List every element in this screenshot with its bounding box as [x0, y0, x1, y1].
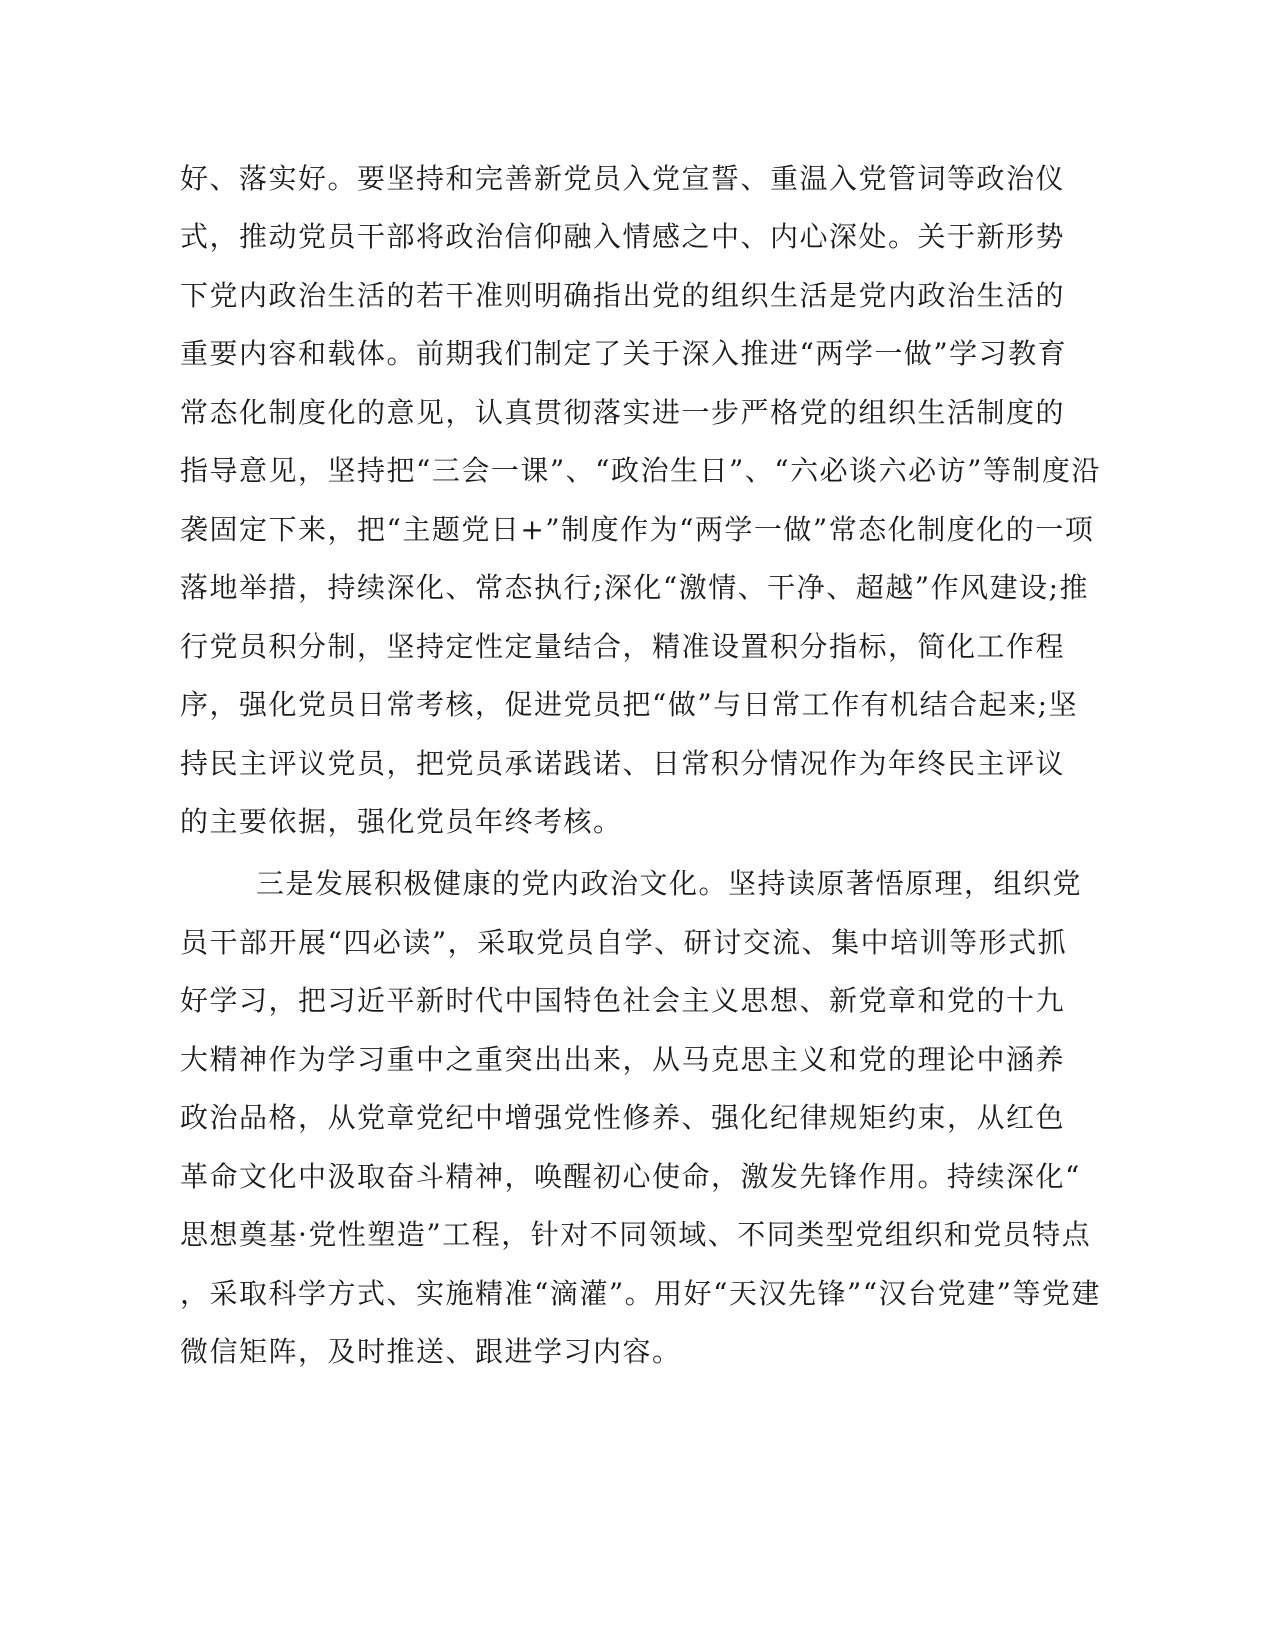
paragraph-2-line: ，采取科学方式、实施精准“滴灌”。用好“天汉先锋”“汉台党建”等党建 [180, 1277, 1101, 1310]
paragraph-2-line: 政治品格，从党章党纪中增强党性修养、强化纪律规矩约束，从红色 [180, 1101, 1066, 1134]
paragraph-2-line: 好学习，把习近平新时代中国特色社会主义思想、新党章和党的十九 [180, 984, 1066, 1017]
paragraph-1-line: 落地举措，持续深化、常态执行;深化“激情、干净、超越”作风建设;推 [180, 571, 1089, 604]
paragraph-2-line: 思想奠基·党性塑造”工程，针对不同领域、不同类型党组织和党员特点 [180, 1218, 1092, 1251]
paragraph-2-line: 员干部开展“四必读”，采取党员自学、研讨交流、集中培训等形式抓 [180, 926, 1068, 959]
paragraph-2-line: 革命文化中汲取奋斗精神，唤醒初心使命，激发先锋作用。持续深化“ [180, 1160, 1081, 1193]
paragraph-2-line: 微信矩阵，及时推送、跟进学习内容。 [180, 1335, 682, 1368]
paragraph-1-line: 的主要依据，强化党员年终考核。 [180, 805, 623, 838]
paragraph-1-line: 下党内政治生活的若干准则明确指出党的组织生活是党内政治生活的 [180, 279, 1066, 312]
paragraph-1-line: 序，强化党员日常考核，促进党员把“做”与日常工作有机结合起来;坚 [180, 688, 1079, 721]
paragraph-1-line: 常态化制度化的意见，认真贯彻落实进一步严格党的组织生活制度的 [180, 396, 1066, 429]
paragraph-1-line: 行党员积分制，坚持定性定量结合，精准设置积分指标，简化工作程 [180, 630, 1066, 663]
paragraph-1-line: 好、落实好。要坚持和完善新党员入党宣誓、重温入党管词等政治仪 [180, 162, 1066, 195]
paragraph-1-line: 持民主评议党员，把党员承诺践诺、日常积分情况作为年终民主评议 [180, 747, 1066, 780]
paragraph-1-line: 指导意见，坚持把“三会一课”、“政治生日”、“六必谈六必访”等制度沿 [180, 454, 1101, 487]
paragraph-2-line: 三是发展积极健康的党内政治文化。坚持读原著悟原理，组织党 [256, 867, 1083, 900]
paragraph-1-line: 式，推动党员干部将政治信仰融入情感之中、内心深处。关于新形势 [180, 220, 1066, 253]
paragraph-1-line: 袭固定下来，把“主题党日+”制度作为“两学一做”常态化制度化的一项 [180, 513, 1095, 546]
paragraph-1-line: 重要内容和载体。前期我们制定了关于深入推进“两学一做”学习教育 [180, 337, 1068, 370]
paragraph-2-line: 大精神作为学习重中之重突出出来，从马克思主义和党的理论中涵养 [180, 1043, 1066, 1076]
